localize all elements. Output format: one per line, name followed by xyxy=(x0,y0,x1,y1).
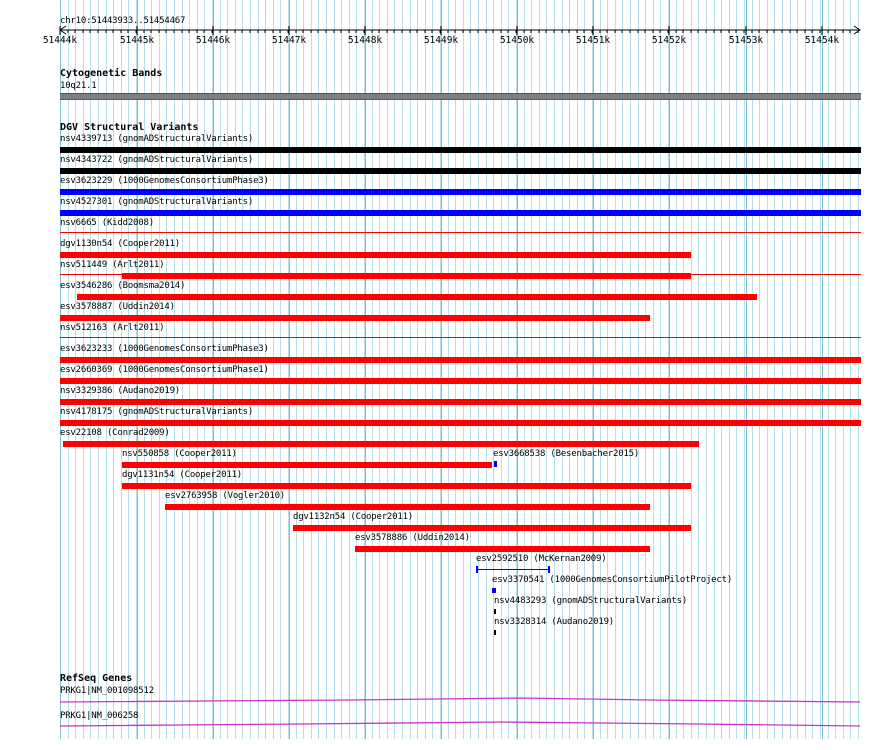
grid-line xyxy=(706,0,707,739)
dgv-feature-bar[interactable] xyxy=(492,588,496,593)
grid-line xyxy=(387,0,388,739)
grid-line xyxy=(554,0,555,739)
dgv-feature-label[interactable]: nsv4339713 (gnomADStructuralVariants) xyxy=(60,134,254,144)
dgv-feature-endcap xyxy=(548,566,550,573)
grid-line xyxy=(812,0,813,739)
grid-line xyxy=(828,0,829,739)
major-grid-line xyxy=(441,0,442,739)
dgv-feature-label[interactable]: esv3623233 (1000GenomesConsortiumPhase3) xyxy=(60,344,269,354)
ruler-tick-label: 51444k xyxy=(42,35,78,46)
grid-line xyxy=(782,0,783,739)
grid-line xyxy=(797,0,798,739)
dgv-feature-label[interactable]: nsv4178175 (gnomADStructuralVariants) xyxy=(60,407,254,417)
dgv-feature-bar[interactable] xyxy=(60,399,861,405)
grid-line xyxy=(455,0,456,739)
dgv-feature-label[interactable]: nsv3329386 (Audano2019) xyxy=(60,386,181,396)
grid-line xyxy=(318,0,319,739)
dgv-feature-label[interactable]: esv3370541 (1000GenomesConsortiumPilotProject) xyxy=(492,575,733,585)
dgv-feature-bar[interactable] xyxy=(60,378,861,384)
dgv-feature-label[interactable]: esv3623229 (1000GenomesConsortiumPhase3) xyxy=(60,176,269,186)
dgv-feature-label[interactable]: nsv4527301 (gnomADStructuralVariants) xyxy=(60,197,254,207)
grid-line xyxy=(774,0,775,739)
grid-line xyxy=(850,0,851,739)
ruler-tick-label: 51446k xyxy=(195,35,231,46)
grid-line xyxy=(645,0,646,739)
dgv-feature-bar[interactable] xyxy=(60,315,650,321)
dgv-feature-label[interactable]: nsv6665 (Kidd2008) xyxy=(60,218,154,228)
major-grid-line xyxy=(822,0,823,739)
grid-line xyxy=(326,0,327,739)
grid-line xyxy=(394,0,395,739)
gene-models[interactable] xyxy=(0,690,890,750)
dgv-feature-bar[interactable] xyxy=(60,357,861,363)
grid-line xyxy=(478,0,479,739)
gene-model-nm006258 xyxy=(60,722,860,726)
grid-line xyxy=(349,0,350,739)
dgv-feature-label[interactable]: dgv1132n54 (Cooper2011) xyxy=(293,512,414,522)
dgv-feature-bar[interactable] xyxy=(165,504,650,510)
dgv-feature-bar[interactable] xyxy=(60,168,861,174)
dgv-feature-bar[interactable] xyxy=(293,525,691,531)
grid-line xyxy=(843,0,844,739)
dgv-feature-bar[interactable] xyxy=(494,609,496,614)
grid-line xyxy=(448,0,449,739)
grid-line xyxy=(622,0,623,739)
grid-line xyxy=(296,0,297,739)
grid-line xyxy=(638,0,639,739)
gene-model-nm001098512 xyxy=(60,698,860,702)
grid-line xyxy=(524,0,525,739)
grid-line xyxy=(432,0,433,739)
dgv-feature-bar[interactable] xyxy=(60,147,861,153)
grid-line xyxy=(698,0,699,739)
ruler-tick-label: 51450k xyxy=(499,35,535,46)
location-label: chr10:51443933..51454467 xyxy=(60,16,186,26)
grid-line xyxy=(410,0,411,739)
dgv-feature-bar[interactable] xyxy=(476,569,549,570)
refseq-track-title: RefSeq Genes xyxy=(60,673,133,684)
dgv-feature-label[interactable]: esv3546286 (Boomsma2014) xyxy=(60,281,186,291)
cyto-band-label: 10q21.1 xyxy=(60,81,97,91)
major-grid-line xyxy=(517,0,518,739)
dgv-feature-label[interactable]: nsv4483293 (gnomADStructuralVariants) xyxy=(494,596,688,606)
dgv-feature-bar[interactable] xyxy=(60,210,861,216)
major-grid-line xyxy=(593,0,594,739)
dgv-feature-bar[interactable] xyxy=(60,232,861,233)
dgv-feature-bar[interactable] xyxy=(494,630,496,635)
gene-label[interactable]: PRKG1|NM_006258 xyxy=(60,711,139,721)
dgv-feature-bar[interactable] xyxy=(77,294,757,300)
dgv-feature-label[interactable]: esv2763958 (Vogler2010) xyxy=(165,491,286,501)
dgv-feature-label[interactable]: nsv511449 (Arlt2011) xyxy=(60,260,165,270)
dgv-feature-bar[interactable] xyxy=(63,441,699,447)
grid-line xyxy=(660,0,661,739)
grid-line xyxy=(805,0,806,739)
dgv-feature-label[interactable]: esv2592510 (McKernan2009) xyxy=(476,554,607,564)
grid-line xyxy=(311,0,312,739)
grid-line xyxy=(691,0,692,739)
dgv-feature-bar[interactable] xyxy=(122,273,691,279)
grid-line xyxy=(562,0,563,739)
gene-label[interactable]: PRKG1|NM_001098512 xyxy=(60,686,154,696)
grid-line xyxy=(303,0,304,739)
grid-line xyxy=(493,0,494,739)
grid-line xyxy=(736,0,737,739)
grid-line xyxy=(858,0,859,739)
ruler-tick-label: 51445k xyxy=(119,35,155,46)
grid-line xyxy=(790,0,791,739)
grid-line xyxy=(577,0,578,739)
grid-line xyxy=(356,0,357,739)
grid-line xyxy=(379,0,380,739)
grid-line xyxy=(752,0,753,739)
grid-line xyxy=(546,0,547,739)
dgv-feature-label[interactable]: esv2660369 (1000GenomesConsortiumPhase1) xyxy=(60,365,269,375)
dgv-track-title: DGV Structural Variants xyxy=(60,122,199,133)
ruler-tick-label: 51449k xyxy=(423,35,459,46)
grid-line xyxy=(273,0,274,739)
grid-line xyxy=(569,0,570,739)
grid-line xyxy=(653,0,654,739)
dgv-feature-label[interactable]: esv3578887 (Uddin2014) xyxy=(60,302,175,312)
dgv-feature-label[interactable]: nsv3328314 (Audano2019) xyxy=(494,617,615,627)
grid-line xyxy=(584,0,585,739)
ruler-tick-label: 51452k xyxy=(651,35,687,46)
major-grid-line xyxy=(365,0,366,739)
dgv-feature-endcap xyxy=(476,566,478,573)
grid-line xyxy=(486,0,487,739)
grid-line xyxy=(334,0,335,739)
ruler-tick-label: 51451k xyxy=(575,35,611,46)
grid-line xyxy=(714,0,715,739)
grid-line xyxy=(767,0,768,739)
grid-line xyxy=(729,0,730,739)
grid-line xyxy=(600,0,601,739)
major-grid-line xyxy=(289,0,290,739)
grid-line xyxy=(820,0,821,739)
grid-line xyxy=(402,0,403,739)
dgv-feature-bar[interactable] xyxy=(60,252,691,258)
dgv-feature-bar[interactable] xyxy=(60,337,861,338)
grid-line xyxy=(341,0,342,739)
grid-line xyxy=(508,0,509,739)
major-grid-line xyxy=(669,0,670,739)
dgv-feature-label[interactable]: nsv550858 (Cooper2011) xyxy=(122,449,237,459)
grid-line xyxy=(744,0,745,739)
ruler-tick-label: 51453k xyxy=(728,35,764,46)
grid-line xyxy=(280,0,281,739)
dgv-feature-label[interactable]: dgv1131n54 (Cooper2011) xyxy=(122,470,243,480)
cyto-track-title: Cytogenetic Bands xyxy=(60,68,163,79)
grid-line xyxy=(539,0,540,739)
grid-line xyxy=(607,0,608,739)
ruler-tick-label: 51454k xyxy=(804,35,840,46)
grid-line xyxy=(531,0,532,739)
dgv-feature-bar[interactable] xyxy=(60,189,861,195)
grid-line xyxy=(463,0,464,739)
cyto-band-bar[interactable] xyxy=(60,93,861,100)
dgv-feature-label[interactable]: dgv1130n54 (Cooper2011) xyxy=(60,239,181,249)
dgv-feature-label[interactable]: esv3668538 (Besenbacher2015) xyxy=(493,449,640,459)
dgv-feature-bar[interactable] xyxy=(494,461,497,467)
dgv-feature-label[interactable]: nsv512163 (Arlt2011) xyxy=(60,323,165,333)
dgv-feature-label[interactable]: esv3578886 (Uddin2014) xyxy=(355,533,470,543)
grid-line xyxy=(676,0,677,739)
dgv-feature-bar[interactable] xyxy=(122,483,691,489)
grid-line xyxy=(759,0,760,739)
dgv-feature-label[interactable]: esv22108 (Conrad2009) xyxy=(60,428,170,438)
grid-line xyxy=(372,0,373,739)
dgv-feature-bar[interactable] xyxy=(355,546,650,552)
grid-line xyxy=(470,0,471,739)
grid-line xyxy=(417,0,418,739)
grid-line xyxy=(615,0,616,739)
dgv-feature-label[interactable]: nsv4343722 (gnomADStructuralVariants) xyxy=(60,155,254,165)
grid-line xyxy=(683,0,684,739)
grid-line xyxy=(721,0,722,739)
dgv-feature-bar[interactable] xyxy=(122,462,492,468)
ruler-tick-label: 51448k xyxy=(347,35,383,46)
major-grid-line xyxy=(746,0,747,739)
grid-line xyxy=(630,0,631,739)
grid-line xyxy=(835,0,836,739)
grid-line xyxy=(501,0,502,739)
grid-line xyxy=(425,0,426,739)
dgv-feature-bar[interactable] xyxy=(60,420,861,426)
ruler-tick-label: 51447k xyxy=(271,35,307,46)
